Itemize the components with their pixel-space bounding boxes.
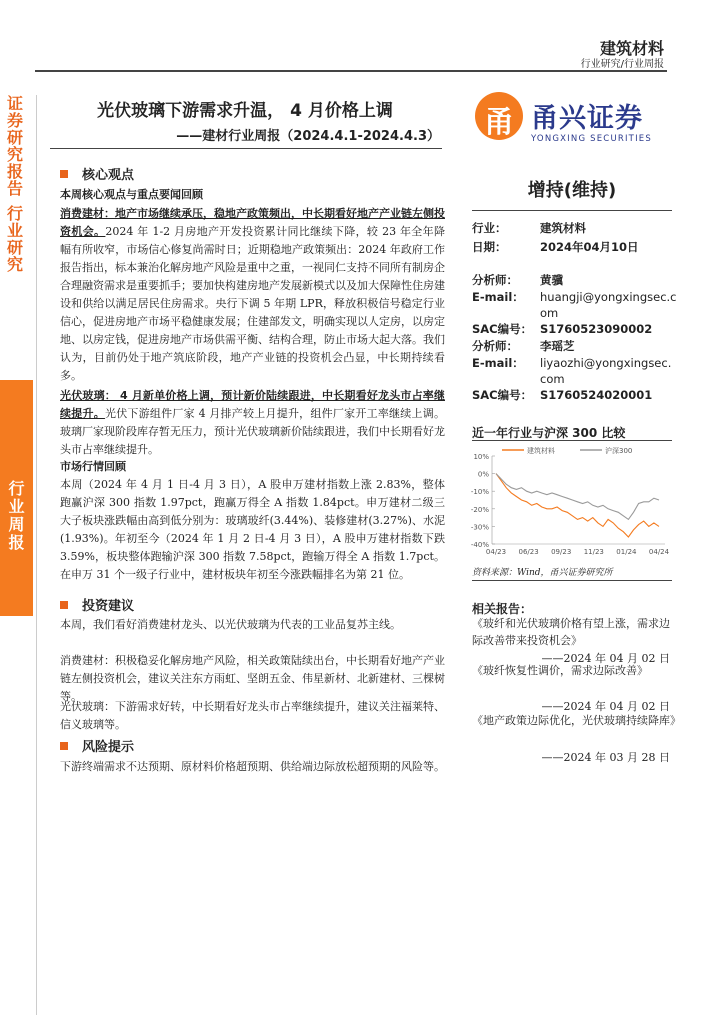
info-value: liyaozhi@yongxingsec.com <box>540 356 672 386</box>
info-value: 黄骥 <box>540 273 563 287</box>
bullet-square-icon <box>60 742 68 750</box>
sidebar-char: 行 <box>6 204 23 223</box>
paragraph-consumer-body: 2024 年 1-2 月房地产开发投资累计同比继续下降，较 23 年全年降幅有所收窄，市场信心修复尚需时日；近期稳地产政策频出：2024 年政府工作报告指出，标本兼治化解房地产风险是重中之重，一视同仁支持不同所有制房企合理融资需求是重要抓手；要加快构建房地产发展新模式以及加大保障性住房建设和供给以满足居民住房需求。央行下调 5 年期 LPR，释放积极信号稳定行业信心，促进房地产市场平稳健康发展；住建部发文，明确实现以人定房，以房定地、以房定钱，促进房地产市场供需平衡、结构合理，防止市场大起大落。我们认为，目前仍处于地产筑底阶段，地产产业链的投资机会凸显，中长期持续看多。 <box>60 225 446 382</box>
chart-source: 资料来源：Wind，甬兴证券研究所 <box>472 568 613 578</box>
header-report-type: 行业研究/行业周报 <box>580 59 664 70</box>
paragraph-invest-1: 本周，我们看好消费建材龙头、以光伏玻璃为代表的工业品复苏主线。 <box>60 618 401 631</box>
y-tick-label: -10% <box>470 488 489 497</box>
info-key: 分析师： <box>472 339 518 353</box>
x-tick-label: 06/23 <box>518 548 539 556</box>
chart-title: 近一年行业与沪深 300 比较 <box>472 426 626 440</box>
y-tick-label: -30% <box>470 523 489 532</box>
report-date: ——2024 年 03 月 28 日 <box>541 751 670 764</box>
report-title: 《玻纤恢复性调价，需求边际改善》 <box>472 664 648 677</box>
info-key: 行业： <box>472 221 507 235</box>
report-title: 《地产政策边际优化，光伏玻璃持续降库》 <box>472 714 681 727</box>
logo-mark-icon <box>475 92 523 140</box>
info-key: 日期： <box>472 240 507 254</box>
info-value: huangji@yongxingsec.com <box>540 290 677 320</box>
left-divider <box>36 95 37 1015</box>
company-logo <box>475 92 675 152</box>
section-invest-label: 投资建议 <box>82 599 135 614</box>
chart-divider <box>472 440 672 441</box>
core-subheading: 本周核心观点与重点要闻回顾 <box>60 188 203 201</box>
x-tick-label: 09/23 <box>551 548 572 556</box>
sidebar-top-text <box>0 95 30 273</box>
paragraph-market: 本周（2024 年 4 月 1 日-4 月 3 日），A 股申万建材指数上涨 2.83%，整体跑赢沪深 300 指数 1.97pct，跑赢万得全 A 指数 1.84pct。申万建材二级三大子板块涨跌幅由高到低分别为：玻璃玻纤(3.44%)、装修建材(3.27%)、水泥(1.93%)。年初至今（2024 年 1 月 2 日-4 月 3 日），A 股申万建材指数下跌 3.59%，板块整体跑输沪深 300 指数 7.58pct，跑输万得全 A 指数 1.7pct。在申万 31 个一级子行业中，建材板块年初至今涨跌幅排名为第 21 位。 <box>60 478 445 581</box>
sidebar-char: 证 <box>6 94 23 113</box>
chart-source-divider <box>472 580 672 581</box>
page-subtitle: ——建材行业周报（2024.4.1-2024.4.3） <box>176 129 440 144</box>
info-value: S1760523090002 <box>540 322 653 336</box>
sidebar-char: 行 <box>8 479 25 498</box>
sidebar-char: 告 <box>6 179 23 198</box>
sidebar-char: 究 <box>6 145 23 164</box>
sidebar-char: 报 <box>8 533 25 552</box>
section-invest <box>60 595 134 614</box>
sidebar-char: 周 <box>8 515 25 534</box>
y-tick-label: 10% <box>473 453 489 461</box>
rating-divider <box>472 210 672 211</box>
legend-label: 建筑材料 <box>527 447 555 455</box>
report-title: 《玻纤和光伏玻璃价格有望上涨，需求边际改善带来投资机会》 <box>472 617 670 647</box>
title-divider <box>50 148 442 149</box>
sidebar-char: 究 <box>6 255 23 274</box>
y-tick-label: -20% <box>470 505 489 514</box>
x-tick-label: 01/24 <box>616 548 637 556</box>
series-line-hs300 <box>496 474 659 520</box>
x-tick-label: 11/23 <box>583 548 604 556</box>
related-reports-heading: 相关报告： <box>472 602 533 616</box>
section-risk <box>60 736 134 755</box>
info-key: E-mail： <box>472 290 524 304</box>
info-value: 2024年04月10日 <box>540 240 639 254</box>
sidebar-char: 券 <box>6 111 23 130</box>
sidebar-char: 报 <box>6 162 23 181</box>
report-date: ——2024 年 04 月 02 日 <box>541 652 670 665</box>
section-risk-label: 风险提示 <box>82 740 135 755</box>
info-key: SAC编号： <box>472 322 533 336</box>
x-tick-label: 04/23 <box>485 548 507 556</box>
info-value: S1760524020001 <box>540 388 653 402</box>
y-tick-label: 0% <box>477 470 489 479</box>
info-key: E-mail： <box>472 356 524 370</box>
sidebar-label-research <box>0 95 30 375</box>
series-line-sector <box>496 474 659 537</box>
rating: 增持(维持) <box>527 180 617 201</box>
paragraph-invest-2: 消费建材：积极稳妥化解房地产风险，相关政策陆续出台，中长期看好地产产业链左侧投资机会，建议关注东方雨虹、坚朗五金、伟星新材、北新建材、三棵树等。 <box>60 654 445 703</box>
logo-name-en: YONGXING SECURITIES <box>531 134 652 144</box>
paragraph-pv-glass <box>60 387 445 459</box>
legend-label: 沪深300 <box>605 447 633 455</box>
section-core-view-label: 核心观点 <box>82 168 135 183</box>
report-date: ——2024 年 04 月 02 日 <box>541 700 670 713</box>
sidebar-char: 研 <box>6 128 23 147</box>
sidebar-char: 研 <box>6 238 23 257</box>
sidebar-char: 业 <box>8 497 25 516</box>
header-sector: 建筑材料 <box>599 39 664 58</box>
sidebar-orange-bar <box>0 380 33 616</box>
header-divider <box>35 70 667 72</box>
comparison-chart <box>460 442 675 562</box>
info-value: 建筑材料 <box>540 221 586 235</box>
paragraph-invest-3: 光伏玻璃：下游需求好转，中长期看好龙头市占率继续提升，建议关注福莱特、信义玻璃等。 <box>60 700 445 731</box>
market-heading: 市场行情回顾 <box>60 460 126 473</box>
page-title: 光伏玻璃下游需求升温， 4 月价格上调 <box>97 101 393 121</box>
info-key: SAC编号： <box>472 388 533 402</box>
sidebar-bar-text <box>0 380 33 552</box>
x-tick-label: 04/24 <box>648 548 670 556</box>
paragraph-pv-lead: 光伏玻璃： 4 月新单价格上调，预计新价陆续跟进，中长期看好龙头市占率继续提升。 <box>60 389 445 420</box>
paragraph-pv-body: 光伏下游组件厂家 4 月排产较上月提升，组件厂家开工率继续上调。玻璃厂家现阶段库存暂无压力，预计光伏玻璃新价陆续跟进，我们中长期看好龙头市占率继续提升。 <box>60 407 446 456</box>
logo-mark-glyph: 甬 <box>484 105 514 140</box>
paragraph-consumer-building <box>60 205 445 385</box>
y-tick-label: -40% <box>470 541 489 549</box>
sidebar-char: 业 <box>6 221 23 240</box>
bullet-square-icon <box>60 601 68 609</box>
info-value: 李瑶芝 <box>540 339 575 353</box>
paragraph-consumer-lead: 消费建材：地产市场继续承压，稳地产政策频出，中长期看好地产产业链左侧投资机会。 <box>60 207 445 238</box>
info-key: 分析师： <box>472 273 518 287</box>
section-core-view <box>60 164 134 183</box>
logo-name: 甬兴证券 <box>531 103 643 134</box>
bullet-square-icon <box>60 170 68 178</box>
paragraph-risk: 下游终端需求不达预期、原材料价格超预期、供给端边际放松超预期的风险等。 <box>60 760 445 773</box>
